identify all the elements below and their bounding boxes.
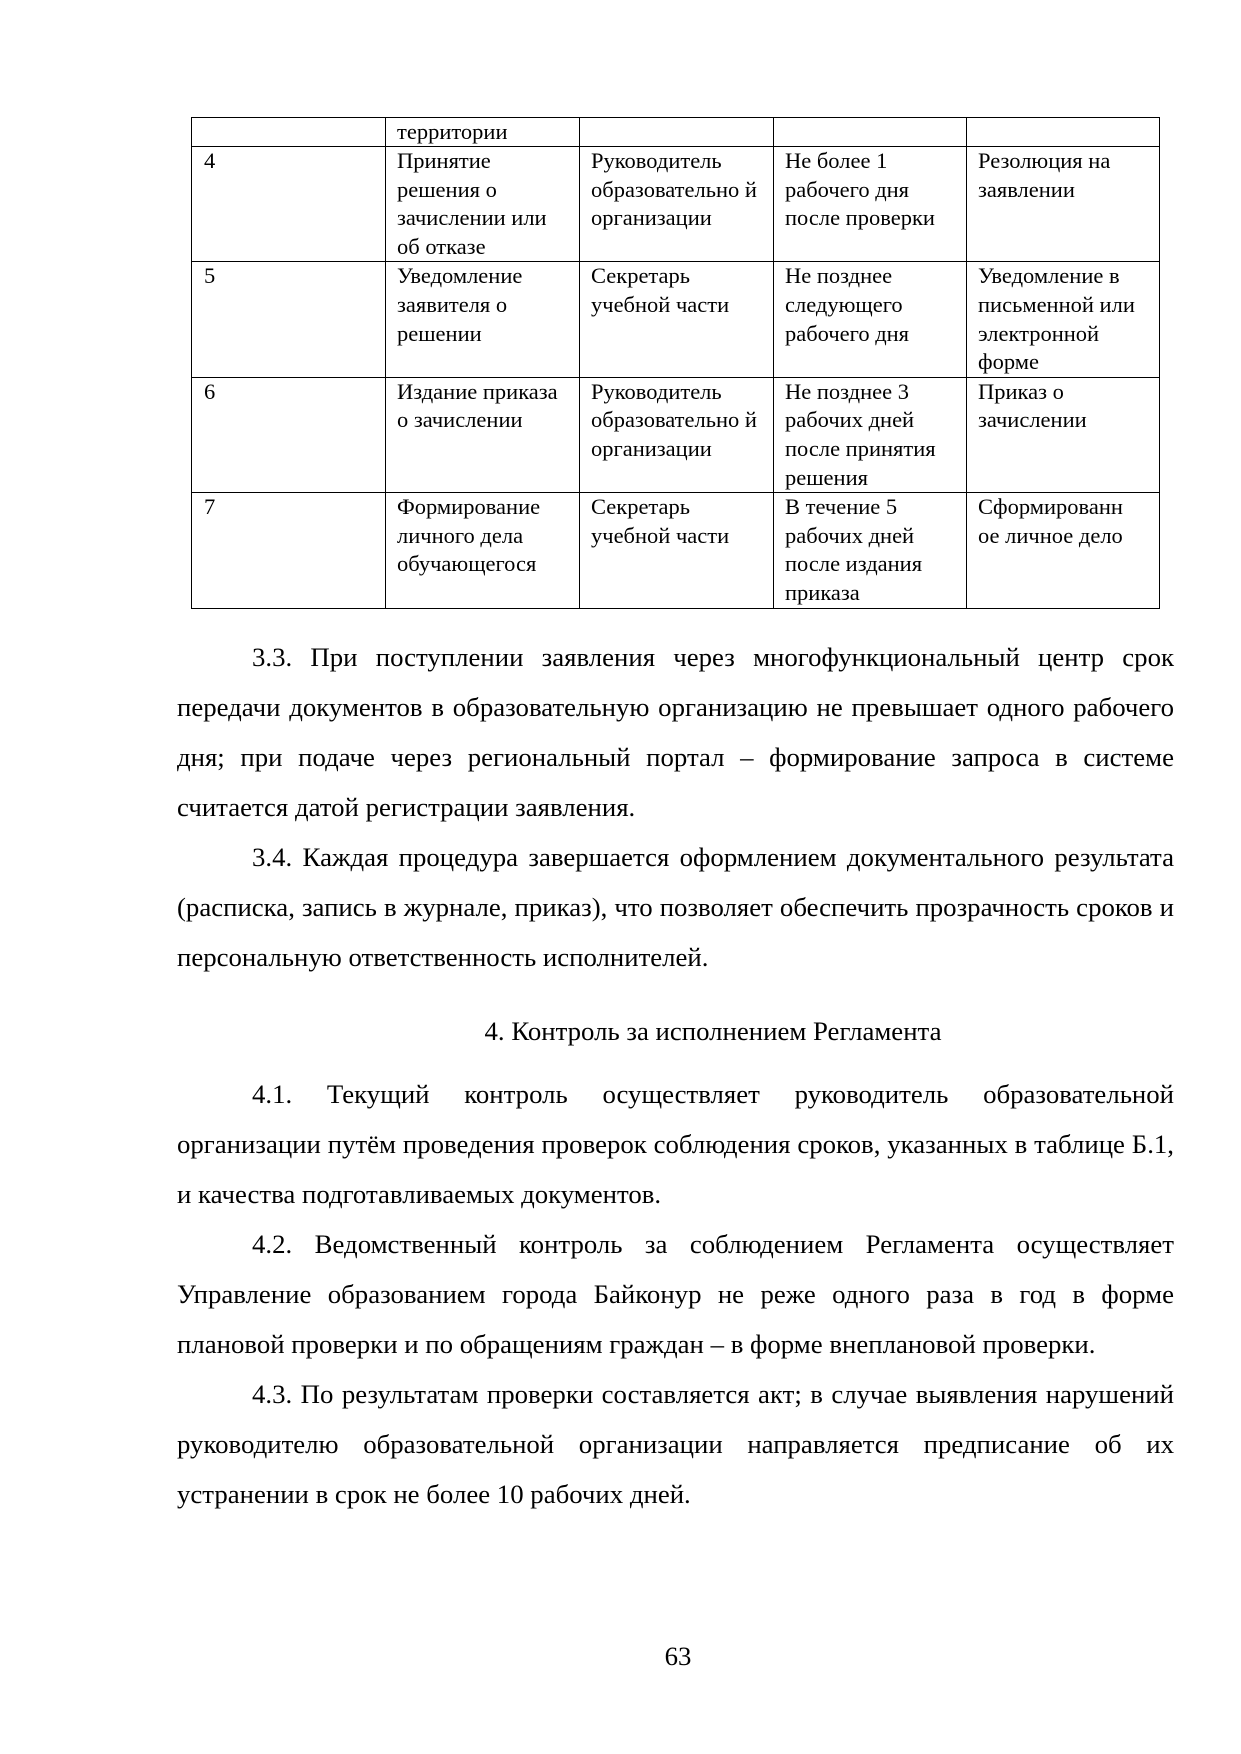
section-4-heading: 4. Контроль за исполнением Регламента [484,1016,942,1046]
procedures-table-wrapper [191,117,1159,609]
paragraph-4-1: 4.1. Текущий контроль осуществляет руководитель образовательной организации путём проведения проверок соблюдения сроков, указанных в таблице Б.1, и качества подготавливаемых документов. [177,1079,1174,1209]
table-cell-number [192,118,386,147]
table-row [192,493,1160,608]
table-cell-responsible: Секретарь учебной части [580,493,774,608]
table-cell-procedure: Формирование личного дела обучающегося [386,493,580,608]
table-cell-number: 6 [192,377,386,492]
paragraph-3-4: 3.4. Каждая процедура завершается оформлением документального результата (расписка, запись в журнале, приказ), что позволяет обеспечить прозрачность сроков и персональную ответственность исполнителей. [177,842,1174,972]
table-cell-result: Приказ о зачислении [967,377,1160,492]
table-cell-term [774,118,967,147]
table-cell-number: 7 [192,493,386,608]
table-cell-procedure: Уведомление заявителя о решении [386,262,580,377]
table-row [192,147,1160,262]
table-cell-number: 4 [192,147,386,262]
table-cell-responsible: Руководитель образовательно й организации [580,377,774,492]
table-row [192,262,1160,377]
table-cell-result: Уведомление в письменной или электронной форме [967,262,1160,377]
procedures-table [191,117,1160,609]
table-cell-responsible [580,118,774,147]
section-3-text [177,632,1174,982]
table-cell-result: Резолюция на заявлении [967,147,1160,262]
table-cell-term: Не позднее 3 рабочих дней после принятия решения [774,377,967,492]
table-cell-term: Не позднее следующего рабочего дня [774,262,967,377]
paragraph-4-3: 4.3. По результатам проверки составляется акт; в случае выявления нарушений руководителю образовательной организации направляется предписание об их устранении в срок не более 10 рабочих дней. [177,1379,1174,1509]
table-cell-responsible: Секретарь учебной части [580,262,774,377]
page-number: 63 [664,1641,692,1671]
section-4-text [177,1069,1174,1519]
paragraph-4-2: 4.2. Ведомственный контроль за соблюдением Регламента осуществляет Управление образованием города Байконур не реже одного раза в год в форме плановой проверки и по обращениям граждан – в форме внеплановой проверки. [177,1229,1174,1359]
table-cell-term: В течение 5 рабочих дней после издания приказа [774,493,967,608]
table-cell-result: Сформированн ое личное дело [967,493,1160,608]
table-cell-number: 5 [192,262,386,377]
table-cell-procedure: территории [386,118,580,147]
paragraph-3-3: 3.3. При поступлении заявления через многофункциональный центр срок передачи документов в образовательную организацию не превышает одного рабочего дня; при подаче через региональный портал – формирование запроса в системе считается датой регистрации заявления. [177,642,1174,822]
table-row [192,377,1160,492]
table-cell-procedure: Принятие решения о зачислении или об отказе [386,147,580,262]
table-cell-result [967,118,1160,147]
table-cell-responsible: Руководитель образовательно й организации [580,147,774,262]
table-cell-term: Не более 1 рабочего дня после проверки [774,147,967,262]
table-row [192,118,1160,147]
table-cell-procedure: Издание приказа о зачислении [386,377,580,492]
